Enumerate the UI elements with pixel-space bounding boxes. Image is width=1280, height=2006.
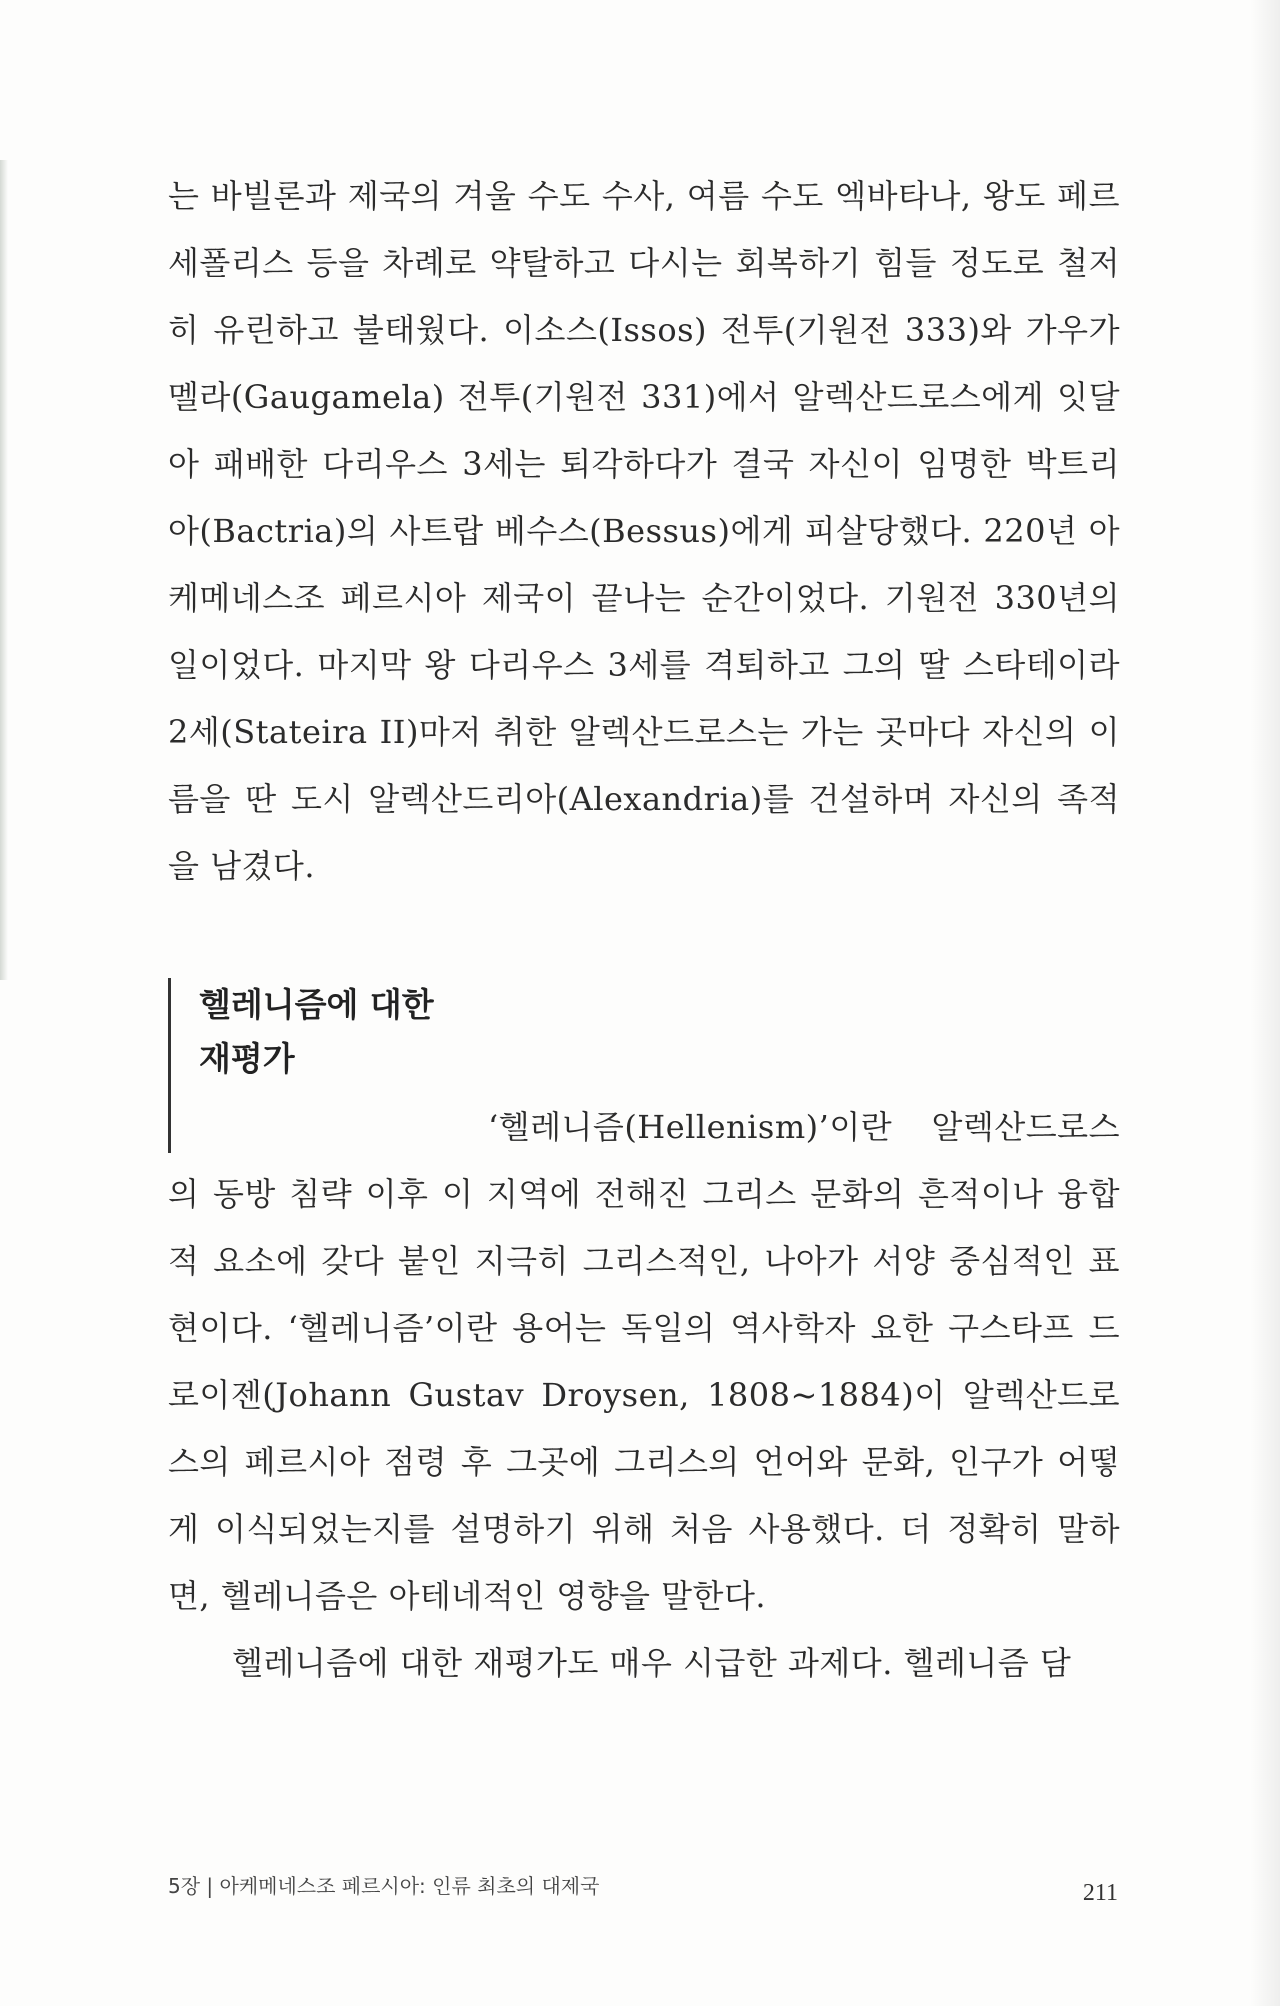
heading-line-2: 재평가	[199, 1039, 295, 1078]
running-footer: 5장 | 아케메네스조 페르시아: 인류 최초의 대제국	[168, 1874, 600, 1898]
body-paragraph-2	[168, 1094, 1120, 1630]
spine-edge	[0, 160, 8, 980]
body-paragraph-3	[168, 1630, 1120, 1697]
section-heading	[199, 978, 469, 1086]
paragraph-text: 는 바빌론과 제국의 겨울 수도 수사, 여름 수도 엑바타나, 왕도 페르세폴리스 등을 차례로 약탈하고 다시는 회복하기 힘들 정도로 철저히 유린하고 불태웠다. 이소스(Issos) 전투(기원전 333)와 가우가멜라(Gaugamela) 전투(기원전 331)에서 알렉산드로스에게 잇달아 패배한 다리우스 3세는 퇴각하다가 결국 자신이 임명한 박트리아(Bactria)의 사트랍 베수스(Bessus)에게 피살당했다. 220년 아케메네스조 페르시아 제국이 끝나는 순간이었다. 기원전 330년의 일이었다. 마지막 왕 다리우스 3세를 격퇴하고 그의 딸 스타테이라 2세(Stateira II)마저 취한 알렉산드로스는 가는 곳마다 자신의 이름을 딴 도시 알렉산드리아(Alexandria)를 건설하며 자신의 족적을 남겼다.	[168, 177, 1120, 885]
page-fold-shadow	[1250, 0, 1280, 2006]
body-paragraph-1	[168, 163, 1120, 900]
heading-line-1: 헬레니즘에 대한	[199, 985, 434, 1024]
paragraph-text: 헬레니즘에 대한 재평가도 매우 시급한 과제다. 헬레니즘 담	[232, 1644, 1072, 1682]
paragraph-text: ‘헬레니즘(Hellenism)’이란 알렉산드로스의 동방 침략 이후 이 지역에 전해진 그리스 문화의 흔적이나 융합적 요소에 갖다 붙인 지극히 그리스적인, 나아가 서양 중심적인 표현이다. ‘헬레니즘’이란 용어는 독일의 역사학자 요한 구스타프 드로이젠(Johann Gustav Droysen, 1808~1884)이 알렉산드로스의 페르시아 점령 후 그곳에 그리스의 언어와 문화, 인구가 어떻게 이식되었는지를 설명하기 위해 처음 사용했다. 더 정확히 말하면, 헬레니즘은 아테네적인 영향을 말한다.	[168, 1108, 1120, 1615]
page-number: 211	[1082, 1880, 1118, 1906]
